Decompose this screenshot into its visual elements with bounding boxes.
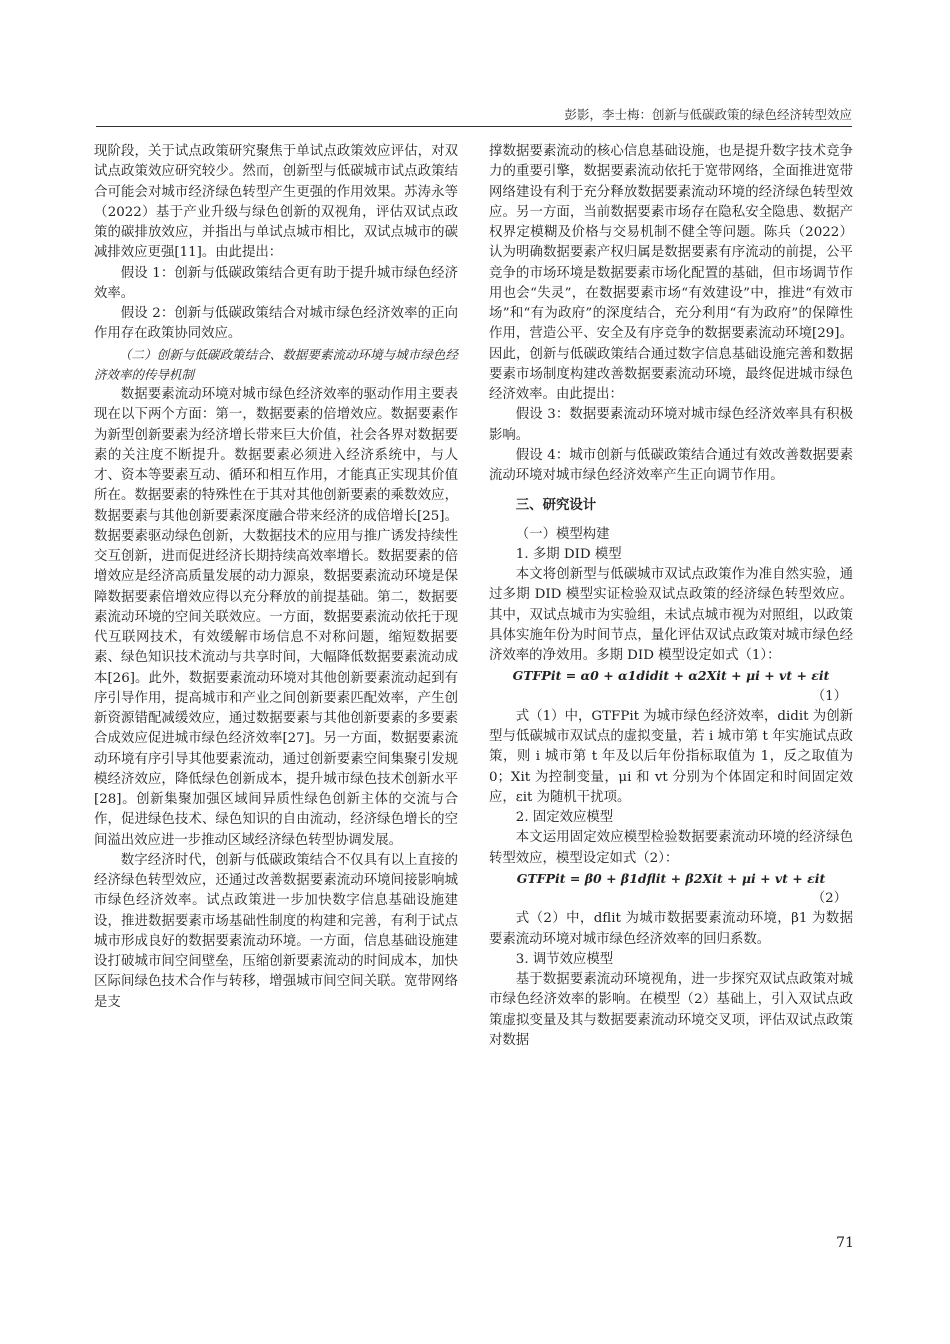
paragraph: 撑数据要素流动的核心信息基础设施，也是提升数字技术竞争力的重要引擎，数据要素流动依托于宽带网络，全面推进宽带网络建设有利于充分释放数据要素流动环境的经济绿色转型效应。另一方面，当前数据要素市场存在隐私安全隐患、数据产权界定模糊及价格与交易机制不健全等问题。陈兵（2022）认为明确数据要素产权归属是数据要素有序流动的前提，公平竞争的市场环境是数据要素市场化配置的基础，但市场调节作用也会“失灵”，在数据要素市场“有效建设”中，推进“有效市场”和“有为政府”的深度结合，充分利用“有为政府”的保障性作用，营造公平、安全及有序竞争的数据要素流动环境[29]。因此，创新与低碳政策结合通过数字信息基础设施完善和数据要素市场制度构建改善数据要素流动环境，最终促进城市绿色经济效率。由此提出： (489, 144, 853, 402)
page-number: 71 (836, 1235, 854, 1251)
right-column (489, 142, 853, 1051)
paragraph: 数字经济时代，创新与低碳政策结合不仅具有以上直接的经济绿色转型效应，还通过改善数据要素流动环境间接影响城市绿色经济效率。试点政策进一步加快数字信息基础设施建设，推进数据要素市场基础性制度的构建和完善，有利于试点城市形成良好的数据要素流动环境。一方面，信息基础设施建设打破城市间空间壁垒，压缩创新要素流动的时间成本，加快区际间绿色技术合作与转移，增强城市间空间关联。宽带网络是支 (94, 852, 458, 1010)
equation-2: GTFPit = β0 + β1dflit + β2Xit + μi + vt + εit (516, 870, 826, 886)
paragraph: 数据要素流动环境对城市绿色经济效率的驱动作用主要表现在以下两个方面：第一，数据要素的倍增效应。数据要素作为新型创新要素为经济增长带来巨大价值，社会各界对数据要素的关注度不断提升。数据要素必须进入经济系统中，与人才、资本等要素互动、循环和相互作用，才能真正实现其价值所在。数据要素的特殊性在于其对其他创新要素的乘数效应，数据要素与其他创新要素深度融合带来经济的成倍增长[25]。数据要素驱动绿色创新，大数据技术的应用与推广诱发持续性交互创新，进而促进经济长期持续高效率增长。数据要素的倍增效应是经济高质量发展的动力源泉，数据要素流动环境是保障数据要素倍增效应得以充分释放的前提基础。第二，数据要素流动环境的空间关联效应。一方面，数据要素流动依托于现代互联网技术，有效缓解市场信息不对称问题，缩短数据要素、绿色知识技术流动与共享时间，大幅降低数据要素流动成本[26]。此外，数据要素流动环境对其他创新要素流动起到有序引导作用，提高城市和产业之间创新要素匹配效率，产生创新资源错配减缓效应，通过数据要素与其他创新要素的多要素合成效应促进城市绿色经济效率[27]。另一方面，数据要素流动环境有序引导其他要素流动，通过创新要素空间集聚引发规模经济效应，降低绿色创新成本，提升城市绿色技术创新水平[28]。创新集聚加强区域间异质性绿色创新主体的交流与合作，促进绿色技术、绿色知识的自由流动，经济绿色增长的空间溢出效应进一步推动区域经济绿色转型协调发展。 (94, 387, 458, 848)
model-heading-moderation: 3. 调节效应模型 (515, 951, 614, 967)
paragraph: 基于数据要素流动环境视角，进一步探究双试点政策对城市绿色经济效率的影响。在模型（2）基础上，引入双试点政策虚拟变量及其与数据要素流动环境交叉项，评估双试点政策对数据 (489, 972, 853, 1048)
hypothesis-3: 假设 3：数据要素流动环境对城市绿色经济效率具有积极影响。 (489, 407, 853, 443)
paragraph: 本文运用固定效应模型检验数据要素流动环境的经济绿色转型效应，模型设定如式（2）： (489, 830, 853, 866)
equation-2-number: （2） (811, 891, 847, 906)
hypothesis-2: 假设 2：创新与低碳政策结合对城市绿色经济效率的正向作用存在政策协同效应。 (94, 306, 458, 342)
hypothesis-1: 假设 1：创新与低碳政策结合更有助于提升城市绿色经济效率。 (94, 265, 458, 301)
model-heading-did: 1. 多期 DID 模型 (515, 546, 622, 562)
paragraph: 本文将创新型与低碳城市双试点政策作为准自然实验，通过多期 DID 模型实证检验双试点政策的经济绿色转型效应。其中，双试点城市为实验组，未试点城市视为对照组，以政策具体实施年份为时间节点，量化评估双试点政策对城市绿色经济效率的净效用。多期 DID 模型设定如式（1）： (489, 567, 853, 663)
equation-1-number: （1） (811, 688, 847, 704)
equation-1: GTFPit = α0 + α1didit + α2Xit + μi + vt + εit (512, 668, 830, 684)
header-rule (96, 126, 852, 127)
section-heading: 三、研究设计 (515, 497, 597, 514)
running-header: 彭影，李士梅：创新与低碳政策的绿色经济转型效应 (564, 107, 852, 122)
subsection-heading: （二）创新与低碳政策结合、数据要素流动环境与城市绿色经济效率的传导机制 (94, 346, 458, 382)
left-column (94, 142, 458, 1013)
paragraph: 式（2）中，dflit 为城市数据要素流动环境，β1 为数据要素流动环境对城市绿色经济效率的回归系数。 (489, 911, 853, 947)
paragraph: 式（1）中，GTFPit 为城市绿色经济效率，didit 为创新型与低碳城市双试点的虚拟变量，若 i 城市第 t 年实施试点政策，则 i 城市第 t 年及以后年份指标取值为 1，反之取值为 0；Xit 为控制变量，μi 和 vt 分别为个体固定和时间固定效应，εit 为随机干扰项。 (489, 708, 853, 805)
paragraph: 现阶段，关于试点政策研究聚焦于单试点政策效应评估，对双试点政策效应研究较少。然而，创新型与低碳城市试点政策结合可能会对城市经济绿色转型产生更强的作用效果。苏涛永等（2022）基于产业升级与绿色创新的双视角，评估双试点政策的碳排放效应，并指出与单试点城市相比，双试点城市的碳减排效应更强[11]。由此提出： (94, 144, 458, 261)
subsection-heading: （一）模型构建 (515, 526, 610, 542)
model-heading-fixed-effects: 2. 固定效应模型 (515, 810, 614, 825)
hypothesis-4: 假设 4：城市创新与低碳政策结合通过有效改善数据要素流动环境对城市绿色经济效率产生正向调节作用。 (489, 447, 853, 483)
